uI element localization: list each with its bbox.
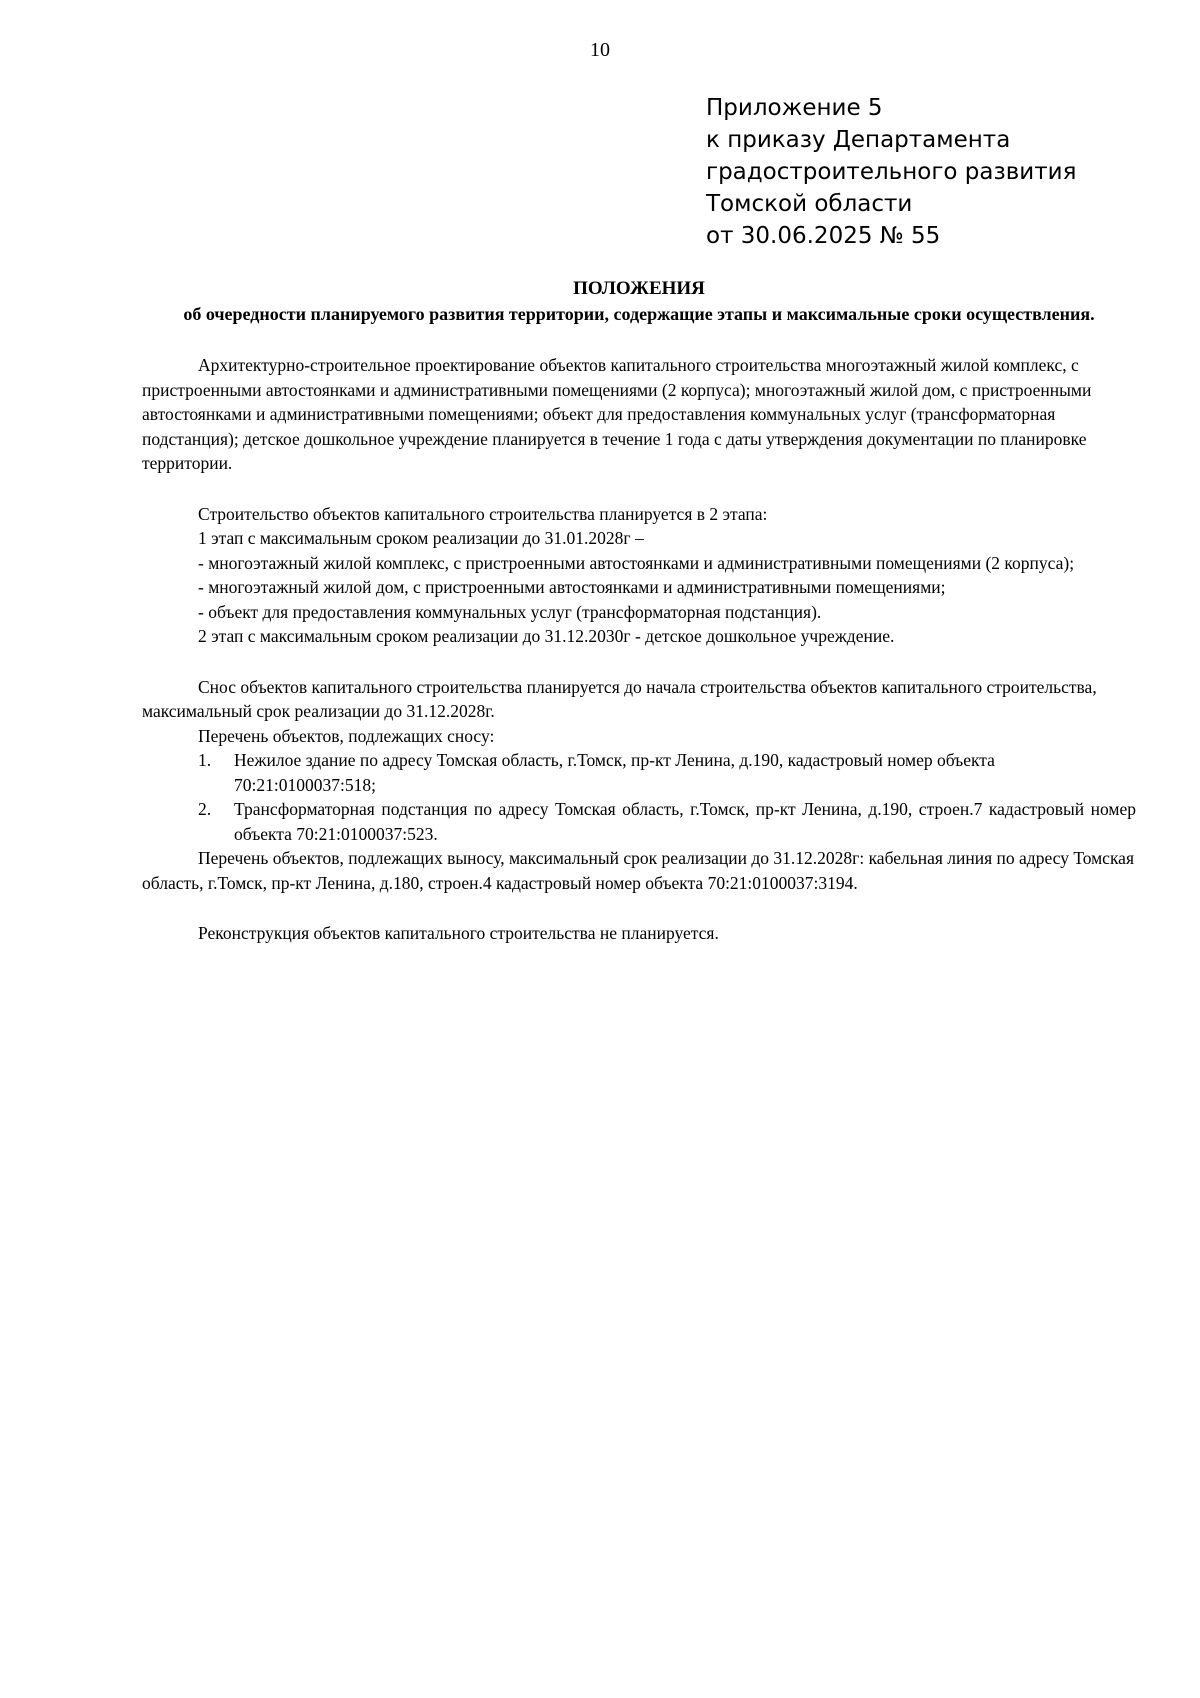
paragraph-design: Архитектурно-строительное проектирование объектов капитального строительства многоэтажный жилой комплекс, с пристроенными автостоянками и административными помещениями (2 корпуса); многоэтажный жилой дом, с пристроенными автостоянками и административными помещениями; объект для предоставления коммунальных услуг (трансформаторная подстанция); детское дошкольное учреждение планируется в течение 1 года с даты утверждения документации по планировке территории. — [142, 355, 1092, 473]
list-item — [142, 748, 1136, 797]
paragraph-stage-1-item-3: - объект для предоставления коммунальных услуг (трансформаторная подстанция). — [198, 601, 822, 622]
paragraph-stage-1-item-1: - многоэтажный жилой комплекс, с пристроенными автостоянками и административными помещениями (2 корпуса); — [198, 552, 1075, 573]
appendix-line-5: от 30.06.2025 № 55 — [706, 223, 941, 249]
paragraph-relocation: Перечень объектов, подлежащих выносу, максимальный срок реализации до 31.12.2028г: кабельная линия по адресу Томская область, г.Томск, пр-кт Ленина, д.180, строен.4 кадастровый номер объекта 70:21:0100037:3194. — [142, 848, 1135, 893]
paragraph-stage-1-item-2: - многоэтажный жилой дом, с пристроенными автостоянками и административными помещениями; — [198, 577, 946, 597]
document-heading — [142, 276, 1136, 326]
document-body — [142, 353, 1136, 946]
paragraph-demolition: Снос объектов капитального строительства планируется до начала строительства объектов капитального строительства, максимальный срок реализации до 31.12.2028г. — [142, 676, 1097, 721]
heading-subtitle: об очередности планируемого развития территории, содержащие этапы и максимальные сроки осуществления. — [183, 304, 1095, 324]
paragraph-stage-1: 1 этап с максимальным сроком реализации до 31.01.2028г – — [198, 528, 644, 548]
heading-title: ПОЛОЖЕНИЯ — [573, 278, 705, 299]
appendix-block — [706, 92, 1166, 252]
list-item-text: Нежилое здание по адресу Томская область, г.Томск, пр-кт Ленина, д.190, кадастровый номер объекта 70:21:0100037:518; — [234, 750, 995, 795]
list-item-text: Трансформаторная подстанция по адресу Томская область, г.Томск, пр-кт Ленина, д.190, строен.7 кадастровый номер объекта 70:21:0100037:523. — [234, 799, 1136, 844]
appendix-line-1: Приложение 5 — [706, 95, 883, 121]
list-item-number: 1. — [198, 750, 212, 770]
paragraph-stage-2: 2 этап с максимальным сроком реализации до 31.12.2030г - детское дошкольное учреждение. — [198, 626, 895, 646]
paragraph-demolition-list-title: Перечень объектов, подлежащих сносу: — [198, 725, 495, 746]
page-number: 10 — [590, 39, 610, 61]
paragraph-reconstruction: Реконструкция объектов капитального строительства не планируется. — [198, 923, 719, 943]
list-item — [142, 797, 1136, 846]
appendix-line-3: градостроительного развития — [706, 159, 1077, 185]
list-item-number: 2. — [198, 799, 212, 819]
appendix-line-2: к приказу Департамента — [706, 127, 1011, 153]
paragraph-construction-stages: Строительство объектов капитального строительства планируется в 2 этапа: — [198, 503, 768, 524]
appendix-line-4: Томской области — [706, 191, 913, 217]
